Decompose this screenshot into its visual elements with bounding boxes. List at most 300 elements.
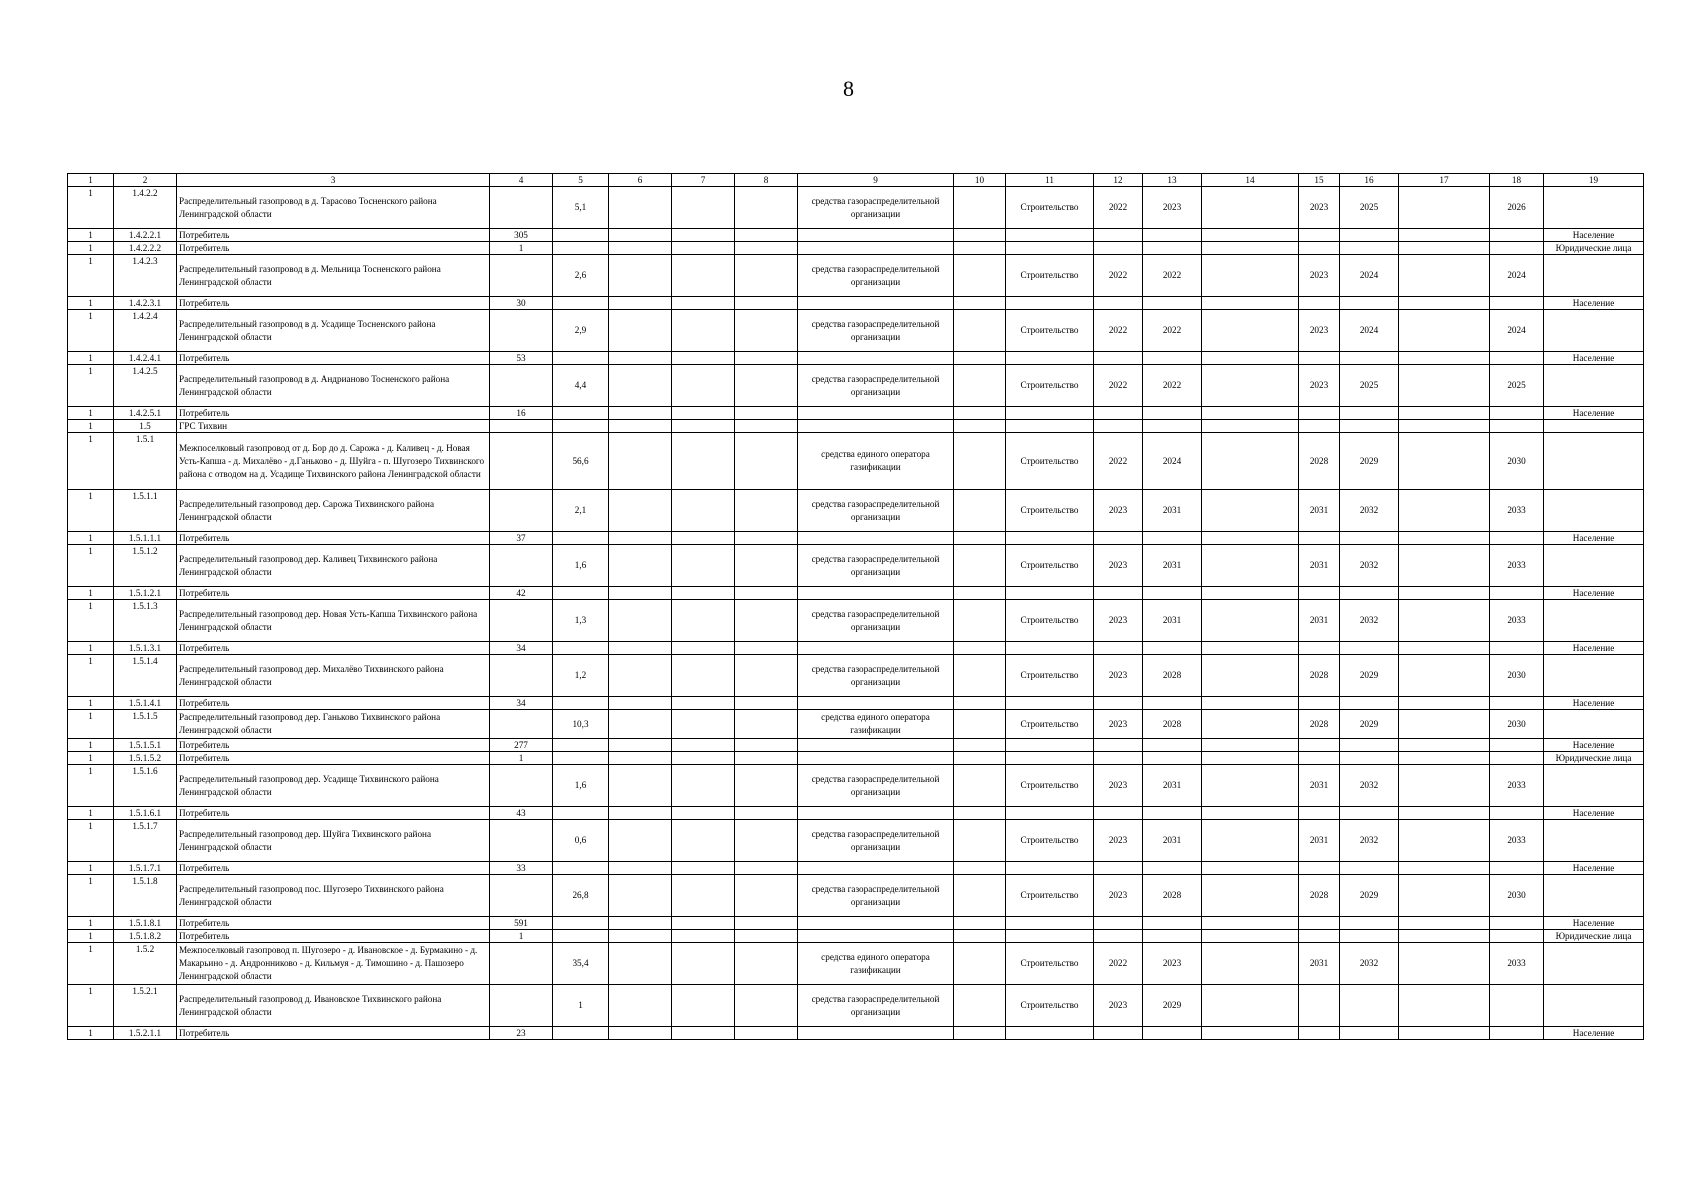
consumer-row bbox=[68, 807, 1644, 820]
cell-col-4: 43 bbox=[490, 807, 553, 820]
cell-col-17 bbox=[1399, 807, 1490, 820]
column-number-19: 19 bbox=[1544, 174, 1644, 187]
cell-col-11: Строительство bbox=[1006, 985, 1094, 1027]
cell-col-9: средства газораспределительной организации bbox=[798, 490, 954, 532]
cell-col-7 bbox=[672, 820, 735, 862]
cell-col-11 bbox=[1006, 917, 1094, 930]
cell-col-1: 1 bbox=[68, 352, 114, 365]
cell-col-3: Распределительный газопровод дер. Ганьково Тихвинского района Ленинградской области bbox=[177, 710, 490, 739]
cell-col-1: 1 bbox=[68, 642, 114, 655]
cell-col-7 bbox=[672, 187, 735, 229]
cell-col-7 bbox=[672, 752, 735, 765]
cell-col-11 bbox=[1006, 807, 1094, 820]
cell-col-17 bbox=[1399, 532, 1490, 545]
cell-col-10 bbox=[954, 1027, 1006, 1040]
cell-col-17 bbox=[1399, 587, 1490, 600]
cell-col-17 bbox=[1399, 310, 1490, 352]
cell-col-13 bbox=[1143, 407, 1202, 420]
cell-col-6 bbox=[609, 917, 672, 930]
cell-col-1: 1 bbox=[68, 655, 114, 697]
cell-col-19 bbox=[1544, 545, 1644, 587]
cell-col-7 bbox=[672, 765, 735, 807]
cell-col-16 bbox=[1340, 917, 1399, 930]
consumer-row bbox=[68, 752, 1644, 765]
cell-col-3: Потребитель bbox=[177, 862, 490, 875]
pipeline-row bbox=[68, 255, 1644, 297]
cell-col-18: 2030 bbox=[1490, 655, 1544, 697]
consumer-row bbox=[68, 297, 1644, 310]
cell-col-16: 2032 bbox=[1340, 490, 1399, 532]
cell-col-1: 1 bbox=[68, 917, 114, 930]
cell-col-3: Потребитель bbox=[177, 739, 490, 752]
cell-col-11 bbox=[1006, 752, 1094, 765]
cell-col-7 bbox=[672, 985, 735, 1027]
cell-col-5: 1,2 bbox=[553, 655, 609, 697]
cell-col-13: 2023 bbox=[1143, 943, 1202, 985]
cell-col-8 bbox=[735, 297, 798, 310]
cell-col-11 bbox=[1006, 642, 1094, 655]
cell-col-17 bbox=[1399, 407, 1490, 420]
cell-col-2: 1.5.1.5 bbox=[114, 710, 177, 739]
cell-col-7 bbox=[672, 545, 735, 587]
cell-col-6 bbox=[609, 943, 672, 985]
cell-col-7 bbox=[672, 697, 735, 710]
cell-col-8 bbox=[735, 930, 798, 943]
cell-col-6 bbox=[609, 297, 672, 310]
cell-col-16 bbox=[1340, 697, 1399, 710]
cell-col-13 bbox=[1143, 642, 1202, 655]
cell-col-19: Юридические лица bbox=[1544, 752, 1644, 765]
cell-col-19 bbox=[1544, 710, 1644, 739]
cell-col-11 bbox=[1006, 532, 1094, 545]
cell-col-3: Потребитель bbox=[177, 752, 490, 765]
cell-col-14 bbox=[1202, 310, 1299, 352]
cell-col-14 bbox=[1202, 930, 1299, 943]
cell-col-3: Распределительный газопровод в д. Мельница Тосненского района Ленинградской области bbox=[177, 255, 490, 297]
cell-col-7 bbox=[672, 310, 735, 352]
cell-col-15: 2023 bbox=[1299, 310, 1340, 352]
cell-col-14 bbox=[1202, 532, 1299, 545]
cell-col-16 bbox=[1340, 352, 1399, 365]
cell-col-1: 1 bbox=[68, 697, 114, 710]
cell-col-13: 2022 bbox=[1143, 255, 1202, 297]
cell-col-19: Юридические лица bbox=[1544, 242, 1644, 255]
cell-col-1: 1 bbox=[68, 600, 114, 642]
cell-col-16 bbox=[1340, 862, 1399, 875]
cell-col-17 bbox=[1399, 985, 1490, 1027]
cell-col-4: 34 bbox=[490, 697, 553, 710]
column-number-17: 17 bbox=[1399, 174, 1490, 187]
cell-col-3: Потребитель bbox=[177, 407, 490, 420]
cell-col-6 bbox=[609, 433, 672, 490]
cell-col-14 bbox=[1202, 943, 1299, 985]
cell-col-1: 1 bbox=[68, 875, 114, 917]
consumer-row bbox=[68, 407, 1644, 420]
cell-col-13: 2028 bbox=[1143, 875, 1202, 917]
cell-col-9: средства газораспределительной организации bbox=[798, 600, 954, 642]
cell-col-4 bbox=[490, 875, 553, 917]
consumer-row bbox=[68, 532, 1644, 545]
pipeline-row bbox=[68, 187, 1644, 229]
cell-col-10 bbox=[954, 187, 1006, 229]
cell-col-1: 1 bbox=[68, 807, 114, 820]
cell-col-6 bbox=[609, 930, 672, 943]
cell-col-15 bbox=[1299, 739, 1340, 752]
cell-col-8 bbox=[735, 310, 798, 352]
cell-col-12 bbox=[1094, 587, 1143, 600]
cell-col-16 bbox=[1340, 807, 1399, 820]
cell-col-16: 2032 bbox=[1340, 820, 1399, 862]
cell-col-17 bbox=[1399, 820, 1490, 862]
cell-col-2: 1.5.1.4 bbox=[114, 655, 177, 697]
cell-col-13 bbox=[1143, 420, 1202, 433]
cell-col-13: 2023 bbox=[1143, 187, 1202, 229]
cell-col-9 bbox=[798, 807, 954, 820]
cell-col-4: 1 bbox=[490, 242, 553, 255]
cell-col-5: 1,6 bbox=[553, 765, 609, 807]
cell-col-17 bbox=[1399, 917, 1490, 930]
cell-col-6 bbox=[609, 352, 672, 365]
cell-col-16: 2032 bbox=[1340, 943, 1399, 985]
cell-col-11 bbox=[1006, 739, 1094, 752]
cell-col-17 bbox=[1399, 642, 1490, 655]
cell-col-6 bbox=[609, 642, 672, 655]
cell-col-14 bbox=[1202, 255, 1299, 297]
cell-col-14 bbox=[1202, 600, 1299, 642]
cell-col-18 bbox=[1490, 862, 1544, 875]
cell-col-17 bbox=[1399, 255, 1490, 297]
cell-col-19: Население bbox=[1544, 739, 1644, 752]
cell-col-16: 2029 bbox=[1340, 655, 1399, 697]
cell-col-13: 2028 bbox=[1143, 710, 1202, 739]
consumer-row bbox=[68, 917, 1644, 930]
cell-col-7 bbox=[672, 407, 735, 420]
cell-col-8 bbox=[735, 255, 798, 297]
cell-col-5 bbox=[553, 407, 609, 420]
cell-col-7 bbox=[672, 433, 735, 490]
cell-col-18: 2030 bbox=[1490, 710, 1544, 739]
page-number: 8 bbox=[843, 76, 854, 101]
cell-col-9: средства газораспределительной организации bbox=[798, 545, 954, 587]
cell-col-15 bbox=[1299, 297, 1340, 310]
cell-col-6 bbox=[609, 532, 672, 545]
pipeline-row bbox=[68, 545, 1644, 587]
cell-col-17 bbox=[1399, 600, 1490, 642]
cell-col-3: Распределительный газопровод дер. Каливец Тихвинского района Ленинградской области bbox=[177, 545, 490, 587]
cell-col-2: 1.5.1.6.1 bbox=[114, 807, 177, 820]
cell-col-15: 2031 bbox=[1299, 490, 1340, 532]
pipeline-row bbox=[68, 310, 1644, 352]
cell-col-13: 2024 bbox=[1143, 433, 1202, 490]
cell-col-4: 30 bbox=[490, 297, 553, 310]
cell-col-18: 2033 bbox=[1490, 490, 1544, 532]
cell-col-18 bbox=[1490, 532, 1544, 545]
cell-col-12 bbox=[1094, 862, 1143, 875]
column-number-2: 2 bbox=[114, 174, 177, 187]
cell-col-14 bbox=[1202, 820, 1299, 862]
cell-col-5 bbox=[553, 229, 609, 242]
cell-col-3: Потребитель bbox=[177, 697, 490, 710]
consumer-row bbox=[68, 697, 1644, 710]
cell-col-10 bbox=[954, 229, 1006, 242]
cell-col-3: Потребитель bbox=[177, 807, 490, 820]
cell-col-11: Строительство bbox=[1006, 710, 1094, 739]
cell-col-16 bbox=[1340, 420, 1399, 433]
cell-col-18 bbox=[1490, 930, 1544, 943]
cell-col-1: 1 bbox=[68, 545, 114, 587]
cell-col-6 bbox=[609, 697, 672, 710]
cell-col-15 bbox=[1299, 242, 1340, 255]
cell-col-5 bbox=[553, 352, 609, 365]
cell-col-15: 2031 bbox=[1299, 545, 1340, 587]
cell-col-4 bbox=[490, 187, 553, 229]
cell-col-8 bbox=[735, 433, 798, 490]
cell-col-19 bbox=[1544, 820, 1644, 862]
cell-col-4: 16 bbox=[490, 407, 553, 420]
cell-col-11 bbox=[1006, 242, 1094, 255]
cell-col-13: 2031 bbox=[1143, 490, 1202, 532]
cell-col-8 bbox=[735, 820, 798, 862]
cell-col-9: средства газораспределительной организации bbox=[798, 255, 954, 297]
cell-col-10 bbox=[954, 765, 1006, 807]
cell-col-3: Потребитель bbox=[177, 229, 490, 242]
cell-col-18: 2033 bbox=[1490, 820, 1544, 862]
cell-col-4: 277 bbox=[490, 739, 553, 752]
cell-col-11 bbox=[1006, 697, 1094, 710]
cell-col-17 bbox=[1399, 739, 1490, 752]
cell-col-5: 10,3 bbox=[553, 710, 609, 739]
cell-col-13 bbox=[1143, 739, 1202, 752]
cell-col-12 bbox=[1094, 352, 1143, 365]
cell-col-9: средства единого оператора газификации bbox=[798, 433, 954, 490]
cell-col-1: 1 bbox=[68, 187, 114, 229]
cell-col-16: 2032 bbox=[1340, 600, 1399, 642]
cell-col-14 bbox=[1202, 655, 1299, 697]
cell-col-8 bbox=[735, 490, 798, 532]
cell-col-10 bbox=[954, 433, 1006, 490]
cell-col-8 bbox=[735, 420, 798, 433]
cell-col-11: Строительство bbox=[1006, 365, 1094, 407]
cell-col-1: 1 bbox=[68, 710, 114, 739]
cell-col-2: 1.5.1.8 bbox=[114, 875, 177, 917]
cell-col-19 bbox=[1544, 420, 1644, 433]
cell-col-5 bbox=[553, 1027, 609, 1040]
cell-col-11: Строительство bbox=[1006, 765, 1094, 807]
cell-col-3: Распределительный газопровод дер. Сарожа Тихвинского района Ленинградской области bbox=[177, 490, 490, 532]
cell-col-5 bbox=[553, 752, 609, 765]
cell-col-10 bbox=[954, 365, 1006, 407]
cell-col-16 bbox=[1340, 242, 1399, 255]
cell-col-19: Население bbox=[1544, 862, 1644, 875]
cell-col-17 bbox=[1399, 1027, 1490, 1040]
cell-col-15 bbox=[1299, 587, 1340, 600]
cell-col-16 bbox=[1340, 985, 1399, 1027]
cell-col-5 bbox=[553, 420, 609, 433]
cell-col-14 bbox=[1202, 862, 1299, 875]
cell-col-6 bbox=[609, 407, 672, 420]
cell-col-10 bbox=[954, 752, 1006, 765]
cell-col-2: 1.4.2.3.1 bbox=[114, 297, 177, 310]
cell-col-7 bbox=[672, 532, 735, 545]
cell-col-5 bbox=[553, 297, 609, 310]
cell-col-10 bbox=[954, 545, 1006, 587]
cell-col-18 bbox=[1490, 985, 1544, 1027]
cell-col-3: Межпоселковый газопровод от д. Бор до д. Сарожа - д. Каливец - д. Новая Усть-Капша - д. Михалёво - д.Ганьково - д. Шуйга - п. Шугозеро Тихвинского района с отводом на д. Усадище Тихвинского района Ленинградской области bbox=[177, 433, 490, 490]
cell-col-3: Потребитель bbox=[177, 587, 490, 600]
column-number-8: 8 bbox=[735, 174, 798, 187]
cell-col-9 bbox=[798, 862, 954, 875]
cell-col-2: 1.4.2.2.1 bbox=[114, 229, 177, 242]
cell-col-17 bbox=[1399, 490, 1490, 532]
cell-col-12: 2022 bbox=[1094, 255, 1143, 297]
cell-col-18 bbox=[1490, 1027, 1544, 1040]
cell-col-13 bbox=[1143, 352, 1202, 365]
cell-col-5: 26,8 bbox=[553, 875, 609, 917]
cell-col-18 bbox=[1490, 739, 1544, 752]
cell-col-19 bbox=[1544, 187, 1644, 229]
cell-col-7 bbox=[672, 930, 735, 943]
cell-col-2: 1.5 bbox=[114, 420, 177, 433]
cell-col-14 bbox=[1202, 490, 1299, 532]
cell-col-5: 0,6 bbox=[553, 820, 609, 862]
cell-col-8 bbox=[735, 352, 798, 365]
cell-col-15 bbox=[1299, 532, 1340, 545]
cell-col-16 bbox=[1340, 532, 1399, 545]
cell-col-16: 2032 bbox=[1340, 545, 1399, 587]
cell-col-17 bbox=[1399, 365, 1490, 407]
cell-col-15 bbox=[1299, 229, 1340, 242]
cell-col-4 bbox=[490, 820, 553, 862]
cell-col-11 bbox=[1006, 297, 1094, 310]
cell-col-8 bbox=[735, 862, 798, 875]
cell-col-2: 1.5.1.3 bbox=[114, 600, 177, 642]
cell-col-5: 1 bbox=[553, 985, 609, 1027]
cell-col-19 bbox=[1544, 875, 1644, 917]
cell-col-9 bbox=[798, 297, 954, 310]
column-number-14: 14 bbox=[1202, 174, 1299, 187]
cell-col-8 bbox=[735, 752, 798, 765]
cell-col-5: 1,3 bbox=[553, 600, 609, 642]
cell-col-5 bbox=[553, 917, 609, 930]
cell-col-15: 2031 bbox=[1299, 820, 1340, 862]
cell-col-9 bbox=[798, 930, 954, 943]
cell-col-14 bbox=[1202, 420, 1299, 433]
cell-col-5 bbox=[553, 739, 609, 752]
cell-col-10 bbox=[954, 697, 1006, 710]
cell-col-2: 1.4.2.2.2 bbox=[114, 242, 177, 255]
cell-col-5 bbox=[553, 532, 609, 545]
cell-col-11: Строительство bbox=[1006, 187, 1094, 229]
cell-col-9 bbox=[798, 917, 954, 930]
cell-col-5: 2,1 bbox=[553, 490, 609, 532]
cell-col-4: 1 bbox=[490, 930, 553, 943]
cell-col-6 bbox=[609, 365, 672, 407]
cell-col-12 bbox=[1094, 407, 1143, 420]
cell-col-17 bbox=[1399, 697, 1490, 710]
cell-col-16 bbox=[1340, 752, 1399, 765]
cell-col-6 bbox=[609, 600, 672, 642]
cell-col-8 bbox=[735, 985, 798, 1027]
cell-col-13: 2029 bbox=[1143, 985, 1202, 1027]
cell-col-9 bbox=[798, 697, 954, 710]
cell-col-16: 2032 bbox=[1340, 765, 1399, 807]
cell-col-12 bbox=[1094, 930, 1143, 943]
cell-col-11 bbox=[1006, 229, 1094, 242]
cell-col-6 bbox=[609, 1027, 672, 1040]
cell-col-10 bbox=[954, 943, 1006, 985]
cell-col-14 bbox=[1202, 365, 1299, 407]
cell-col-6 bbox=[609, 875, 672, 917]
cell-col-19 bbox=[1544, 943, 1644, 985]
cell-col-17 bbox=[1399, 242, 1490, 255]
consumer-row bbox=[68, 930, 1644, 943]
cell-col-7 bbox=[672, 600, 735, 642]
cell-col-15 bbox=[1299, 862, 1340, 875]
cell-col-18: 2024 bbox=[1490, 310, 1544, 352]
cell-col-14 bbox=[1202, 807, 1299, 820]
column-number-15: 15 bbox=[1299, 174, 1340, 187]
cell-col-11: Строительство bbox=[1006, 655, 1094, 697]
cell-col-3: Межпоселковый газопровод п. Шугозеро - д. Ивановское - д. Бурмакино - д. Макарьино - д. Андронниково - д. Кильмуя - д. Тимошино - д. Пашозеро Ленинградской области bbox=[177, 943, 490, 985]
cell-col-8 bbox=[735, 943, 798, 985]
cell-col-19 bbox=[1544, 655, 1644, 697]
cell-col-7 bbox=[672, 490, 735, 532]
cell-col-14 bbox=[1202, 407, 1299, 420]
cell-col-1: 1 bbox=[68, 490, 114, 532]
cell-col-14 bbox=[1202, 352, 1299, 365]
cell-col-13: 2022 bbox=[1143, 310, 1202, 352]
cell-col-2: 1.5.1.2.1 bbox=[114, 587, 177, 600]
cell-col-9 bbox=[798, 739, 954, 752]
cell-col-3: Распределительный газопровод в д. Андрианово Тосненского района Ленинградской области bbox=[177, 365, 490, 407]
cell-col-12: 2023 bbox=[1094, 490, 1143, 532]
cell-col-6 bbox=[609, 739, 672, 752]
cell-col-1: 1 bbox=[68, 930, 114, 943]
cell-col-12 bbox=[1094, 739, 1143, 752]
cell-col-6 bbox=[609, 420, 672, 433]
cell-col-17 bbox=[1399, 765, 1490, 807]
cell-col-2: 1.4.2.5.1 bbox=[114, 407, 177, 420]
cell-col-6 bbox=[609, 187, 672, 229]
cell-col-3: Потребитель bbox=[177, 917, 490, 930]
cell-col-13 bbox=[1143, 297, 1202, 310]
cell-col-2: 1.4.2.4.1 bbox=[114, 352, 177, 365]
cell-col-9: средства газораспределительной организации bbox=[798, 820, 954, 862]
cell-col-9: средства единого оператора газификации bbox=[798, 943, 954, 985]
cell-col-6 bbox=[609, 655, 672, 697]
cell-col-2: 1.5.1.6 bbox=[114, 765, 177, 807]
cell-col-1: 1 bbox=[68, 310, 114, 352]
cell-col-16 bbox=[1340, 407, 1399, 420]
column-number-7: 7 bbox=[672, 174, 735, 187]
cell-col-2: 1.4.2.3 bbox=[114, 255, 177, 297]
cell-col-2: 1.5.1.5.2 bbox=[114, 752, 177, 765]
column-number-12: 12 bbox=[1094, 174, 1143, 187]
cell-col-16 bbox=[1340, 587, 1399, 600]
cell-col-4 bbox=[490, 433, 553, 490]
cell-col-14 bbox=[1202, 917, 1299, 930]
cell-col-17 bbox=[1399, 420, 1490, 433]
cell-col-6 bbox=[609, 710, 672, 739]
cell-col-16 bbox=[1340, 297, 1399, 310]
cell-col-8 bbox=[735, 187, 798, 229]
cell-col-6 bbox=[609, 985, 672, 1027]
cell-col-2: 1.5.1 bbox=[114, 433, 177, 490]
pipeline-row bbox=[68, 820, 1644, 862]
consumer-row bbox=[68, 642, 1644, 655]
cell-col-6 bbox=[609, 587, 672, 600]
cell-col-9 bbox=[798, 352, 954, 365]
